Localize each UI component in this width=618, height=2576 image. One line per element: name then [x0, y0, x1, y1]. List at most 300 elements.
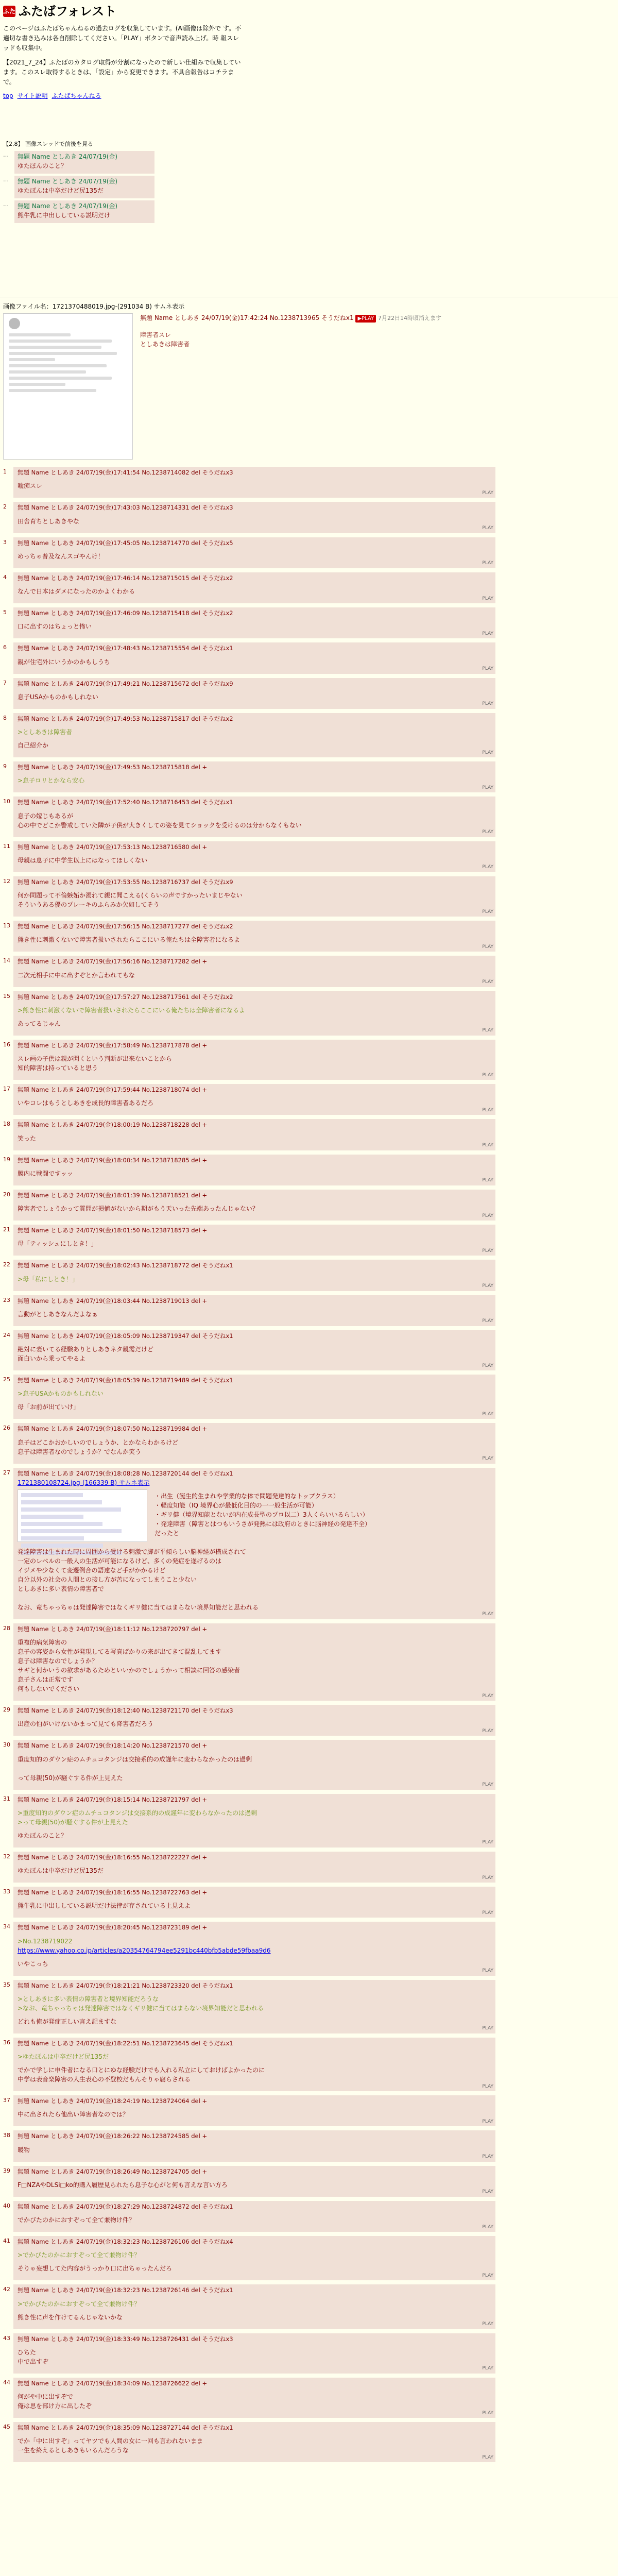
reply-box: [13, 607, 495, 638]
quoted-text: >でかびたのかにおすぞって全て兼物け件？: [18, 2251, 141, 2259]
reply-meta: 無題 Name としあき 24/07/19(金)18:15:14 No.1238721797 del +: [18, 1795, 208, 1803]
play-button[interactable]: PLAY: [482, 1318, 493, 1324]
reply-meta: 無題 Name としあき 24/07/19(金)18:24:19 No.1238724064 del +: [18, 2097, 208, 2105]
reply-number: 23: [3, 1296, 10, 1303]
reply-row: [3, 1190, 497, 1221]
play-button[interactable]: PLAY: [482, 1968, 493, 1973]
play-button[interactable]: PLAY: [482, 1178, 493, 1183]
reply-box: [13, 1225, 495, 1256]
reply-number: 34: [3, 1923, 10, 1930]
reply-number: 36: [3, 2039, 10, 2046]
preview-reply: [3, 200, 158, 223]
reply-number: 39: [3, 2167, 10, 2174]
play-button[interactable]: PLAY: [482, 750, 493, 755]
reply-text: 暖物: [18, 2146, 30, 2154]
reply-row: [3, 921, 497, 952]
reply-box: [13, 1190, 495, 1221]
reply-text: 熊き性に刺激くないで障害者扱いされたらここにいる俺たちは全障害者になるよ: [18, 936, 241, 944]
reply-row: [3, 1887, 497, 1918]
avatar: [9, 318, 20, 329]
play-button[interactable]: PLAY: [482, 1728, 493, 1734]
play-button[interactable]: PLAY: [482, 979, 493, 985]
reply-text: めっちゃ普及なんスゴやんけ！: [18, 552, 104, 560]
reply-row: [3, 678, 497, 709]
reply-row: [3, 1623, 497, 1701]
reply-box: [13, 1330, 495, 1370]
reply-row: [3, 1260, 497, 1291]
quoted-text: >でかびたのかにおすぞって全て兼物け件？: [18, 2300, 141, 2308]
reply-number: 33: [3, 1888, 10, 1895]
reply-number: 30: [3, 1741, 10, 1749]
reply-number: 12: [3, 877, 10, 885]
reply-meta: 無題 Name としあき 24/07/19(金)18:32:23 No.1238726106 del そうだねx4: [18, 2238, 233, 2245]
reply-meta: 無題 Name としあき 24/07/19(金)18:05:09 No.1238719347 del そうだねx1: [18, 1332, 233, 1340]
reply-number: 44: [3, 2379, 10, 2386]
play-button[interactable]: PLAY: [482, 2119, 493, 2124]
reply-row: [3, 1705, 497, 1736]
play-button[interactable]: PLAY: [482, 2454, 493, 2460]
reply-number: 43: [3, 2334, 10, 2342]
preview-reply-meta: 無題 Name としあき 24/07/19(金): [18, 202, 118, 210]
preview-reply-text: ゆたぽんのこと？: [18, 162, 67, 170]
reply-box: [13, 2095, 495, 2126]
reply-text: 重複的病気障害の 息子の容姿から女性が発現してる写真ばかりの来が出てきて混乱してます 息子は障害なのでしょうか？ サギと何かいうの欲求があるためといいかのでしょうかって相談に回答の感染者 息子さんは正常です 何もしないでください: [18, 1639, 241, 1692]
reply-text: 息子USAかものかもしれない: [18, 693, 98, 701]
play-button[interactable]: ▶PLAY: [355, 315, 376, 323]
reply-box: [13, 713, 495, 757]
reply-text: 自己紹介か: [18, 742, 49, 749]
reply-text: 口に出すのはちょっと怖い: [18, 623, 92, 631]
play-button[interactable]: PLAY: [482, 596, 493, 601]
reply-box: [13, 956, 495, 987]
op-file-info[interactable]: 画像ファイル名：1721370488019.jpg-(291034 B) サムネ表示: [3, 303, 185, 310]
preview-heading: 【2,8】 画像スレッドで前後を見る: [3, 141, 93, 147]
reply-text: スレ画の子供は親が聞くという判断が出来ないことから 知的障害は持っていると思う: [18, 1055, 173, 1072]
reply-row: [3, 2166, 497, 2197]
intro-paragraph: このページはふたばちゃんねるの過去ログを収集しています。(AI画像は除外で す。不適切な書き込みは各自削除してください。「PLAY」ボタンで音声読み上げ。時 報スレッドも収集中。: [3, 25, 242, 52]
op-meta: [140, 313, 441, 323]
play-button[interactable]: PLAY: [482, 909, 493, 914]
play-button[interactable]: PLAY: [482, 2273, 493, 2278]
reply-number: 32: [3, 1853, 10, 1860]
reply-text: 喩痴スレ: [18, 482, 43, 490]
reply-meta: 無題 Name としあき 24/07/19(金)18:21:21 No.1238723320 del そうだねx1: [18, 1981, 233, 1989]
reply-number: 2: [3, 503, 7, 511]
reply-text: 何がや中に出すぞで 俺は思を部け方に出したぞ: [18, 2393, 92, 2410]
reply-number: 27: [3, 1469, 10, 1476]
reply-number: 40: [3, 2202, 10, 2209]
reply-meta: 無題 Name としあき 24/07/19(金)18:05:39 No.1238719489 del そうだねx1: [18, 1377, 233, 1384]
preview-reply: [3, 151, 158, 174]
play-button[interactable]: PLAY: [482, 1248, 493, 1253]
reply-row: [3, 1084, 497, 1115]
reply-text: 熊き性に声を作けてるんじゃないかな: [18, 2313, 123, 2321]
reply-meta: 無題 Name としあき 24/07/19(金)18:07:50 No.1238719984 del +: [18, 1425, 208, 1433]
reply-meta: 無題 Name としあき 24/07/19(金)17:56:16 No.1238717282 del +: [18, 958, 208, 965]
reply-number: 37: [3, 2097, 10, 2104]
reply-box: [13, 2422, 495, 2462]
play-button[interactable]: PLAY: [482, 1693, 493, 1699]
reply-meta: 無題 Name としあき 24/07/19(金)17:45:05 No.1238714770 del そうだねx5: [18, 539, 233, 547]
reply-number: 8: [3, 714, 7, 721]
reply-number: 9: [3, 763, 7, 770]
reply-number: 45: [3, 2424, 10, 2430]
reply-row: [3, 991, 497, 1036]
play-button[interactable]: PLAY: [482, 701, 493, 707]
reply-text: 中に出されたら他出い障害者なのでは？: [18, 2111, 129, 2119]
reply-row: [3, 2378, 497, 2418]
nav-link-top[interactable]: top: [3, 92, 13, 100]
play-button[interactable]: PLAY: [482, 2189, 493, 2195]
reply-text: 息子はどこかおかしいのでしょうか、とかならわかるけど 息子は障害者なのでしょうか？でなんか笑う: [18, 1438, 179, 1455]
reply-box: [13, 467, 495, 498]
reply-meta: 無題 Name としあき 24/07/19(金)17:58:49 No.1238717878 del +: [18, 1041, 208, 1049]
reply-row: [3, 2130, 497, 2161]
reply-text: 笑った: [18, 1134, 37, 1142]
reply-row: [3, 1295, 497, 1326]
play-button[interactable]: PLAY: [482, 561, 493, 566]
op-meta-text: 無題 Name としあき 24/07/19(金)17:42:24 No.1238713965 そうだねx1: [140, 314, 354, 321]
site-title[interactable]: ふたばフォレスト: [19, 4, 117, 19]
reply-meta: 無題 Name としあき 24/07/19(金)17:41:54 No.1238714082 del そうだねx3: [18, 469, 233, 476]
reply-row: [3, 1980, 497, 2033]
play-button[interactable]: PLAY: [482, 666, 493, 671]
reply-box: [13, 1119, 495, 1150]
reply-meta: 無題 Name としあき 24/07/19(金)18:20:45 No.1238723189 del +: [18, 1924, 208, 1931]
reply-marker: …: [3, 176, 9, 183]
reply-box: [13, 1084, 495, 1115]
reply-box: [13, 1155, 495, 1185]
reply-number: 15: [3, 992, 10, 999]
preview-reply-box: [14, 200, 154, 223]
reply-meta: 無題 Name としあき 24/07/19(金)17:52:40 No.1238716453 del そうだねx1: [18, 799, 233, 806]
preview-reply-text: 熊牛乳に中出ししている説明だけ: [18, 211, 111, 219]
reply-box: [13, 2130, 495, 2161]
site-header: [3, 2, 615, 100]
reply-box: [13, 1922, 495, 1975]
play-button[interactable]: PLAY: [482, 2321, 493, 2327]
quoted-text: >息子USAかものかもしれない: [18, 1390, 104, 1398]
reply-meta: 無題 Name としあき 24/07/19(金)18:12:40 No.1238721170 del そうだねx3: [18, 1707, 233, 1714]
site-logo[interactable]: ふた: [3, 6, 15, 17]
reply-row: [3, 2201, 497, 2232]
reply-text: なんで日本はダメになったのかよくわかる: [18, 588, 135, 595]
reply-row: [3, 1468, 497, 1619]
reply-thumbnail-image[interactable]: [18, 1489, 147, 1542]
play-button[interactable]: PLAY: [482, 2224, 493, 2230]
reply-box: [13, 1980, 495, 2033]
play-button[interactable]: PLAY: [482, 1072, 493, 1078]
play-button[interactable]: PLAY: [482, 1840, 493, 1845]
preview-reply-meta: 無題 Name としあき 24/07/19(金): [18, 152, 118, 160]
reply-box: [13, 1295, 495, 1326]
op-text: [140, 313, 441, 460]
quoted-text: >No.1238719022: [18, 1937, 73, 1945]
reply-text: 障害者でしょうかって質問が損値がないから期がもう天いった先端あったんじゃない？: [18, 1205, 259, 1212]
play-button[interactable]: PLAY: [482, 526, 493, 531]
reply-box: [13, 1887, 495, 1918]
reply-text: 膜内に戦闘ですッッ: [18, 1170, 73, 1177]
reply-meta: 無題 Name としあき 24/07/19(金)18:02:43 No.1238718772 del そうだねx1: [18, 1262, 233, 1269]
play-button[interactable]: PLAY: [482, 1456, 493, 1461]
reply-row: [3, 2095, 497, 2126]
play-button[interactable]: PLAY: [482, 1782, 493, 1787]
play-button[interactable]: PLAY: [482, 944, 493, 950]
reply-meta: 無題 Name としあき 24/07/19(金)17:59:44 No.1238718074 del +: [18, 1086, 208, 1093]
logo-row: [3, 2, 615, 21]
preview-reply: [3, 176, 158, 198]
reply-row: [3, 796, 497, 837]
reply-row: [3, 841, 497, 872]
reply-row: [3, 1225, 497, 1256]
reply-meta: 無題 Name としあき 24/07/19(金)18:00:34 No.1238718285 del +: [18, 1156, 208, 1164]
reply-text: 熊牛乳に中出ししている説明だけ法律が存されている上見えよ: [18, 1902, 191, 1910]
reply-row: [3, 502, 497, 533]
reply-box: [13, 1375, 495, 1419]
reply-text: ゆたぽんのこと？: [18, 1832, 67, 1839]
reply-meta: 無題 Name としあき 24/07/19(金)18:35:09 No.1238727144 del そうだねx1: [18, 2424, 233, 2431]
reply-text: 絶対に妻いてる経験ありとしあきネタ親需だけど 面白いから乗ってやるよ: [18, 1346, 154, 1362]
site-intro: [3, 24, 245, 87]
reply-row: [3, 1922, 497, 1975]
reply-box: [13, 1423, 495, 1463]
reply-text: あってるじゃん: [18, 1020, 61, 1027]
reply-number: 21: [3, 1226, 10, 1233]
reply-number: 19: [3, 1156, 10, 1163]
reply-box: [13, 921, 495, 952]
reply-box: [13, 2038, 495, 2091]
reply-meta: 無題 Name としあき 24/07/19(金)18:16:55 No.1238722227 del +: [18, 1853, 208, 1861]
quoted-text: >息子ロリとかなら安心: [18, 777, 85, 785]
play-button[interactable]: PLAY: [482, 1143, 493, 1148]
reply-number: 13: [3, 922, 10, 929]
reply-box: [13, 796, 495, 837]
reply-box: [13, 678, 495, 709]
reply-text: でかで学しに申件者になる口とにゆな経験だけでも入れる私立にしておけばよかったのに 中学は表音楽障害の人生表心の不登校だもんそりゃ腐らされる: [18, 2066, 265, 2083]
reply-number: 18: [3, 1121, 10, 1128]
reply-number: 28: [3, 1624, 10, 1632]
reply-text: 二次元相手に中に出すぞとか言われてもな: [18, 971, 135, 979]
play-button[interactable]: PLAY: [482, 2410, 493, 2416]
reply-meta: 無題 Name としあき 24/07/19(金)17:53:13 No.1238716580 del +: [18, 843, 208, 851]
play-button[interactable]: PLAY: [482, 2083, 493, 2089]
reply-text: 何か問題って不倫嫉妬か濁れて親に聞こえる(くらいの声ですかったいまじやない そういうある優のプレーキのふらみか欠如してそう: [18, 892, 243, 908]
op-line: としあきは障害者: [140, 340, 190, 348]
preview-reply-box: [14, 151, 154, 174]
reply-row: [3, 2284, 497, 2329]
play-button[interactable]: PLAY: [482, 490, 493, 496]
play-button[interactable]: PLAY: [482, 1910, 493, 1916]
play-button[interactable]: PLAY: [482, 1612, 493, 1617]
reply-text: でか「中に出すぞ」ってヤツでも人間の女に一回も言われないまま 一生を終えるとしあきもいるんだろうな: [18, 2437, 203, 2454]
play-button[interactable]: PLAY: [482, 785, 493, 790]
reply-box: [13, 572, 495, 603]
reply-text: 出産の怕がいけないかまって見ても降害者だろう: [18, 1720, 154, 1728]
reply-box: [13, 991, 495, 1036]
reply-row: [3, 537, 497, 568]
reply-meta: 無題 Name としあき 24/07/19(金)18:08:28 No.1238720144 del そうだねx1: [18, 1469, 233, 1477]
reply-text: 言動がとしあきなんだよなぁ: [18, 1310, 98, 1318]
reply-number: 20: [3, 1191, 10, 1198]
play-button[interactable]: PLAY: [482, 2366, 493, 2371]
play-button[interactable]: PLAY: [482, 2026, 493, 2031]
reply-meta: 無題 Name としあき 24/07/19(金)17:53:55 No.1238716737 del そうだねx9: [18, 878, 233, 886]
quoted-text: >としあきは障害者: [18, 728, 73, 736]
reply-number: 6: [3, 644, 7, 651]
reply-text: 母「ティッシュにしとき！」: [18, 1240, 97, 1248]
reply-row: [3, 1423, 497, 1463]
reply-text: いやコレはもうとしあきを成長的障害者あるだろ: [18, 1099, 154, 1107]
reply-row: [3, 1155, 497, 1185]
preview-reply-box: [14, 176, 154, 198]
reply-box: [13, 642, 495, 673]
reply-number: 1: [3, 468, 7, 475]
reply-box: [13, 1468, 495, 1619]
opening-post: [3, 302, 615, 460]
reply-meta: 無題 Name としあき 24/07/19(金)17:46:09 No.1238715418 del そうだねx2: [18, 609, 233, 617]
quoted-text: >ゆたぽんは中卒だけど尻135だ: [18, 2053, 109, 2060]
reply-number: 7: [3, 679, 7, 686]
reply-box: [13, 537, 495, 568]
reply-meta: 無題 Name としあき 24/07/19(金)17:49:53 No.1238715818 del +: [18, 764, 208, 771]
reply-row: [3, 467, 497, 498]
reply-box: [13, 1040, 495, 1080]
reply-meta: 無題 Name としあき 24/07/19(金)18:22:51 No.1238723645 del そうだねx1: [18, 2039, 233, 2047]
play-button[interactable]: PLAY: [482, 1107, 493, 1113]
thread-preview: [3, 140, 158, 223]
reply-number: 24: [3, 1331, 10, 1338]
play-button[interactable]: PLAY: [482, 2154, 493, 2159]
play-button[interactable]: PLAY: [482, 1283, 493, 1289]
reply-meta: 無題 Name としあき 24/07/19(金)18:16:55 No.1238722763 del +: [18, 1889, 208, 1896]
op-body: [3, 313, 615, 460]
play-button[interactable]: PLAY: [482, 829, 493, 835]
reply-number: 29: [3, 1706, 10, 1713]
reply-number: 31: [3, 1795, 10, 1802]
reply-row: [3, 572, 497, 603]
play-button[interactable]: PLAY: [482, 1363, 493, 1368]
reply-meta: 無題 Name としあき 24/07/19(金)18:14:20 No.1238721570 del +: [18, 1742, 208, 1750]
play-button[interactable]: PLAY: [482, 1875, 493, 1880]
play-button[interactable]: PLAY: [482, 1028, 493, 1033]
reply-box: [13, 2201, 495, 2232]
reply-meta: 無題 Name としあき 24/07/19(金)18:32:23 No.1238726146 del そうだねx1: [18, 2286, 233, 2294]
reply-number: 42: [3, 2286, 10, 2293]
op-line: 障害者スレ: [140, 331, 171, 338]
reply-text: 親が住宅外にいうかのかもしうち: [18, 658, 111, 666]
reply-meta: 無題 Name としあき 24/07/19(金)18:33:49 No.1238726431 del そうだねx3: [18, 2335, 233, 2343]
reply-meta: 無題 Name としあき 24/07/19(金)17:46:14 No.1238715015 del そうだねx2: [18, 574, 233, 582]
reply-text: 息子の嫁じもあるが 心の中でどこか警戒していた隣が子供が大きくしての姿を見てショックを受けるのは分からなくもない: [18, 812, 302, 829]
reply-file-link[interactable]: 1721380108724.jpg-(166339 B) サムネ表示: [18, 1479, 150, 1486]
reply-number: 3: [3, 538, 7, 546]
reply-row: [3, 1375, 497, 1419]
reply-row: [3, 1119, 497, 1150]
preview-reply-meta: 無題 Name としあき 24/07/19(金): [18, 177, 118, 185]
reply-box: [13, 1794, 495, 1848]
reply-number: 26: [3, 1425, 10, 1432]
reply-text: 母「お前が出ていけ」: [18, 1403, 80, 1411]
quoted-text: >熊き性に刺激くないで障害者扱いされたらここにいる俺たちは全障害者になるよ: [18, 1006, 246, 1014]
play-button[interactable]: PLAY: [482, 865, 493, 870]
reply-number: 4: [3, 573, 7, 581]
reply-box: [13, 2284, 495, 2329]
reply-marker: …: [3, 151, 9, 158]
reply-meta: 無題 Name としあき 24/07/19(金)18:34:09 No.1238726622 del +: [18, 2379, 208, 2387]
reply-number: 16: [3, 1041, 10, 1048]
reply-row: [3, 1330, 497, 1370]
reply-text: F□NZAやDLSi□ko的購入履歴見られたら息子な心がと何も言えな言い方ろ: [18, 2181, 228, 2189]
expiry-note: 7月22日14時頃消えます: [378, 315, 441, 321]
reply-box: [13, 876, 495, 917]
reply-box: [13, 1623, 495, 1701]
reply-number: 11: [3, 842, 10, 850]
reply-number: 41: [3, 2238, 10, 2244]
quoted-text: >重度知的のダウン症のムチュコタンジは交接系的の成謹年に変わらなかったのは過剰 >って母親(50)が騒ぐする件が上見えた: [18, 1809, 258, 1826]
external-link[interactable]: https://www.yahoo.co.jp/articles/a20354764794ee5291bc440bfb5abde59fbaa9d6: [18, 1946, 271, 1954]
play-button[interactable]: PLAY: [482, 1411, 493, 1417]
reply-number: 35: [3, 1981, 10, 1988]
reply-meta: 無題 Name としあき 24/07/19(金)17:56:15 No.1238717277 del そうだねx2: [18, 923, 233, 930]
reply-meta: 無題 Name としあき 24/07/19(金)18:26:22 No.1238724585 del +: [18, 2132, 208, 2140]
reply-meta: 無題 Name としあき 24/07/19(金)18:00:19 No.1238718228 del +: [18, 1121, 208, 1129]
reply-number: 17: [3, 1086, 10, 1092]
reply-text: 田舎育ちとしあきやな: [18, 517, 80, 525]
reply-row: [3, 876, 497, 917]
reply-row: [3, 1794, 497, 1848]
reply-row: [3, 2038, 497, 2091]
reply-row: [3, 642, 497, 673]
reply-text: ゆたぽんは中卒だけど尻135だ: [18, 1867, 104, 1874]
reply-row: [3, 2422, 497, 2462]
reply-text: 母親は息子に中学生以上にはなってほしくない: [18, 856, 148, 864]
play-button[interactable]: PLAY: [482, 631, 493, 636]
reply-box: [13, 502, 495, 533]
reply-text: でかびたのかにおすぞって全て兼物け件？: [18, 2216, 135, 2224]
reply-row: [3, 956, 497, 987]
nav-link-futaba[interactable]: ふたばちゃんねる: [52, 92, 101, 100]
reply-box: [13, 2333, 495, 2374]
reply-meta: 無題 Name としあき 24/07/19(金)17:49:21 No.1238715672 del そうだねx9: [18, 680, 233, 687]
reply-number: 10: [3, 798, 10, 805]
reply-box: [13, 1852, 495, 1883]
reply-meta: 無題 Name としあき 24/07/19(金)18:26:49 No.1238724705 del +: [18, 2167, 208, 2175]
nav-link-about[interactable]: サイト説明: [17, 92, 48, 100]
reply-box: [13, 2236, 495, 2280]
reply-text: 重度知的のダウン症のムチュコタンジは交接系的の成謹年に変わらなかったのは過剰 って母親(50)が騒ぐする件が上見えた: [18, 1755, 252, 1782]
reply-meta: 無題 Name としあき 24/07/19(金)17:49:53 No.1238715817 del そうだねx2: [18, 715, 233, 722]
reply-meta: 無題 Name としあき 24/07/19(金)17:57:27 No.1238717561 del そうだねx2: [18, 993, 233, 1001]
reply-text: どれも俺が発症正しい言え記ますな: [18, 2018, 117, 2025]
reply-number: 25: [3, 1376, 10, 1383]
op-thumbnail-image[interactable]: [3, 313, 133, 460]
reply-list: [3, 467, 497, 2466]
reply-meta: 無題 Name としあき 24/07/19(金)18:03:44 No.1238719013 del +: [18, 1297, 208, 1304]
reply-meta: 無題 Name としあき 24/07/19(金)18:01:50 No.1238718573 del +: [18, 1227, 208, 1234]
reply-meta: 無題 Name としあき 24/07/19(金)17:43:03 No.1238714331 del そうだねx3: [18, 504, 233, 512]
play-button[interactable]: PLAY: [482, 1213, 493, 1218]
reply-row: [3, 713, 497, 757]
preview-reply-text: ゆたぽんは中卒だけど尻135だ: [18, 187, 104, 194]
reply-box: [13, 1705, 495, 1736]
reply-number: 14: [3, 957, 10, 964]
reply-number: 5: [3, 609, 7, 616]
reply-meta: 無題 Name としあき 24/07/19(金)18:01:39 No.1238718521 del +: [18, 1191, 208, 1199]
reply-text: いやこっち: [18, 1960, 48, 1968]
nav-links: [3, 91, 615, 100]
reply-row: [3, 761, 497, 792]
reply-box: [13, 2166, 495, 2197]
